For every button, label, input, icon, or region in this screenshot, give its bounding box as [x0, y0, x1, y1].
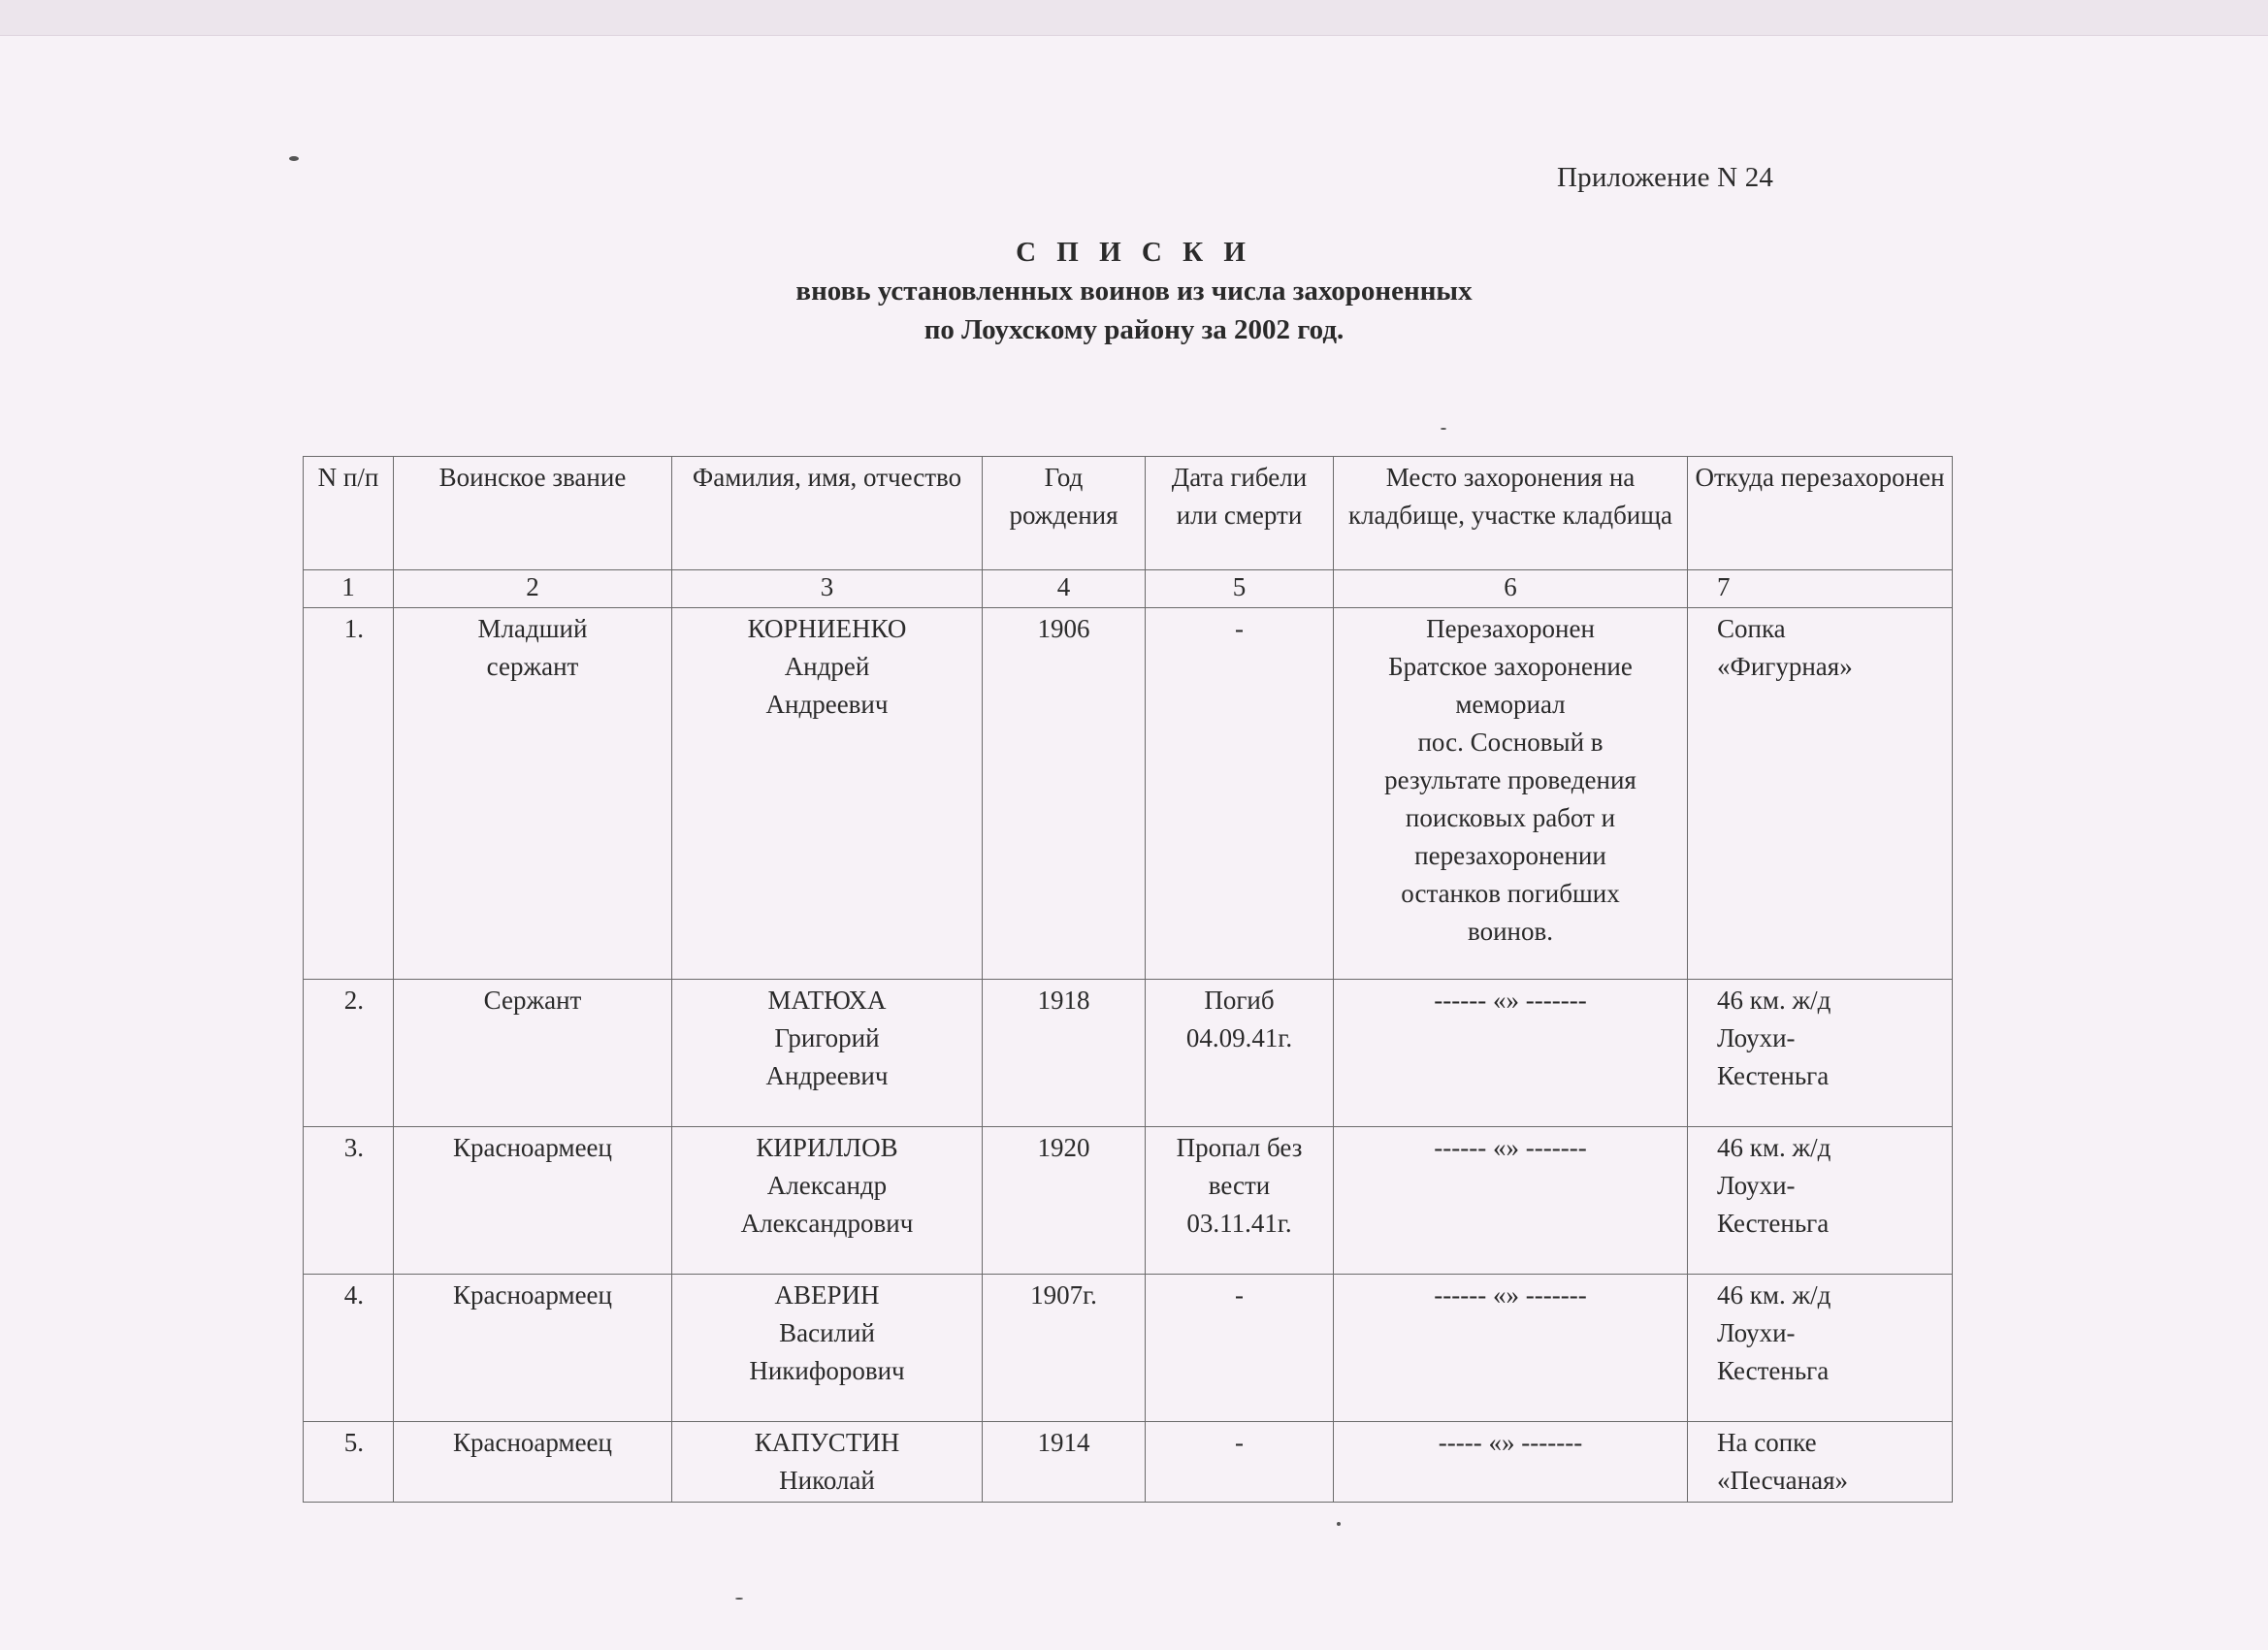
birth-year: 1907г. — [983, 1275, 1146, 1422]
military-rank: Красноармеец — [394, 1275, 672, 1422]
death-date: Погиб 04.09.41г. — [1146, 980, 1334, 1127]
header-burial-place: Место захоронения на кладбище, участке кладбища — [1334, 457, 1688, 570]
row-number: 3. — [304, 1127, 394, 1275]
column-number: 5 — [1146, 570, 1334, 608]
reburied-from: 46 км. ж/д Лоухи- Кестеньга — [1688, 1275, 1953, 1422]
row-number: 1. — [304, 608, 394, 980]
death-date: - — [1146, 1422, 1334, 1503]
military-rank: Красноармеец — [394, 1127, 672, 1275]
header-rank: Воинское звание — [394, 457, 672, 570]
full-name: КАПУСТИН Николай — [672, 1422, 983, 1503]
table-row — [304, 1422, 1953, 1503]
reburied-from: На сопке «Песчаная» — [1688, 1422, 1953, 1503]
table-row — [304, 1275, 1953, 1422]
scan-speck — [1441, 428, 1446, 430]
military-rank: Сержант — [394, 980, 672, 1127]
scan-speck — [735, 1598, 743, 1600]
birth-year: 1918 — [983, 980, 1146, 1127]
full-name: КОРНИЕНКО Андрей Андреевич — [672, 608, 983, 980]
row-number: 2. — [304, 980, 394, 1127]
death-date: - — [1146, 1275, 1334, 1422]
burial-place: ----- «» ------- — [1334, 1422, 1688, 1503]
column-number-row — [304, 570, 1953, 608]
burial-place: ------ «» ------- — [1334, 1275, 1688, 1422]
full-name: КИРИЛЛОВ Александр Александрович — [672, 1127, 983, 1275]
header-reburied-from: Откуда перезахоронен — [1688, 457, 1953, 570]
full-name: МАТЮХА Григорий Андреевич — [672, 980, 983, 1127]
table-row — [304, 1127, 1953, 1275]
military-rank: Красноармеец — [394, 1422, 672, 1503]
header-full-name: Фамилия, имя, отчество — [672, 457, 983, 570]
row-number: 4. — [304, 1275, 394, 1422]
title-line-2: вновь установленных воинов из числа захороненных — [795, 275, 1473, 307]
row-number: 5. — [304, 1422, 394, 1503]
column-number: 2 — [394, 570, 672, 608]
death-date: - — [1146, 608, 1334, 980]
column-number: 3 — [672, 570, 983, 608]
document-title — [0, 233, 2268, 349]
burial-place: Перезахоронен Братское захоронение мемориал пос. Сосновый в результате проведения поисковых работ и перезахоронении останков погибших воинов. — [1334, 608, 1688, 980]
birth-year: 1906 — [983, 608, 1146, 980]
annex-number: Приложение N 24 — [1557, 162, 1774, 193]
title-line-1: С П И С К И — [1016, 237, 1252, 268]
birth-year: 1914 — [983, 1422, 1146, 1503]
table-row — [304, 608, 1953, 980]
column-number: 1 — [304, 570, 394, 608]
column-number: 6 — [1334, 570, 1688, 608]
reburied-from: Сопка «Фигурная» — [1688, 608, 1953, 980]
table-row — [304, 980, 1953, 1127]
scan-speck — [1337, 1522, 1341, 1526]
title-line-3: по Лоухскому району за 2002 год. — [923, 314, 1345, 345]
birth-year: 1920 — [983, 1127, 1146, 1275]
header-row — [304, 457, 1953, 570]
burial-place: ------ «» ------- — [1334, 1127, 1688, 1275]
soldiers-table — [303, 456, 1953, 1503]
military-rank: Младший сержант — [394, 608, 672, 980]
burial-place: ------ «» ------- — [1334, 980, 1688, 1127]
column-number: 7 — [1688, 570, 1953, 608]
reburied-from: 46 км. ж/д Лоухи- Кестеньга — [1688, 1127, 1953, 1275]
death-date: Пропал без вести 03.11.41г. — [1146, 1127, 1334, 1275]
reburied-from: 46 км. ж/д Лоухи- Кестеньга — [1688, 980, 1953, 1127]
scan-speck — [289, 156, 299, 161]
full-name: АВЕРИН Василий Никифорович — [672, 1275, 983, 1422]
header-death-date: Дата гибели или смерти — [1146, 457, 1334, 570]
column-number: 4 — [983, 570, 1146, 608]
header-birth-year: Год рождения — [983, 457, 1146, 570]
header-number: N п/п — [304, 457, 394, 570]
